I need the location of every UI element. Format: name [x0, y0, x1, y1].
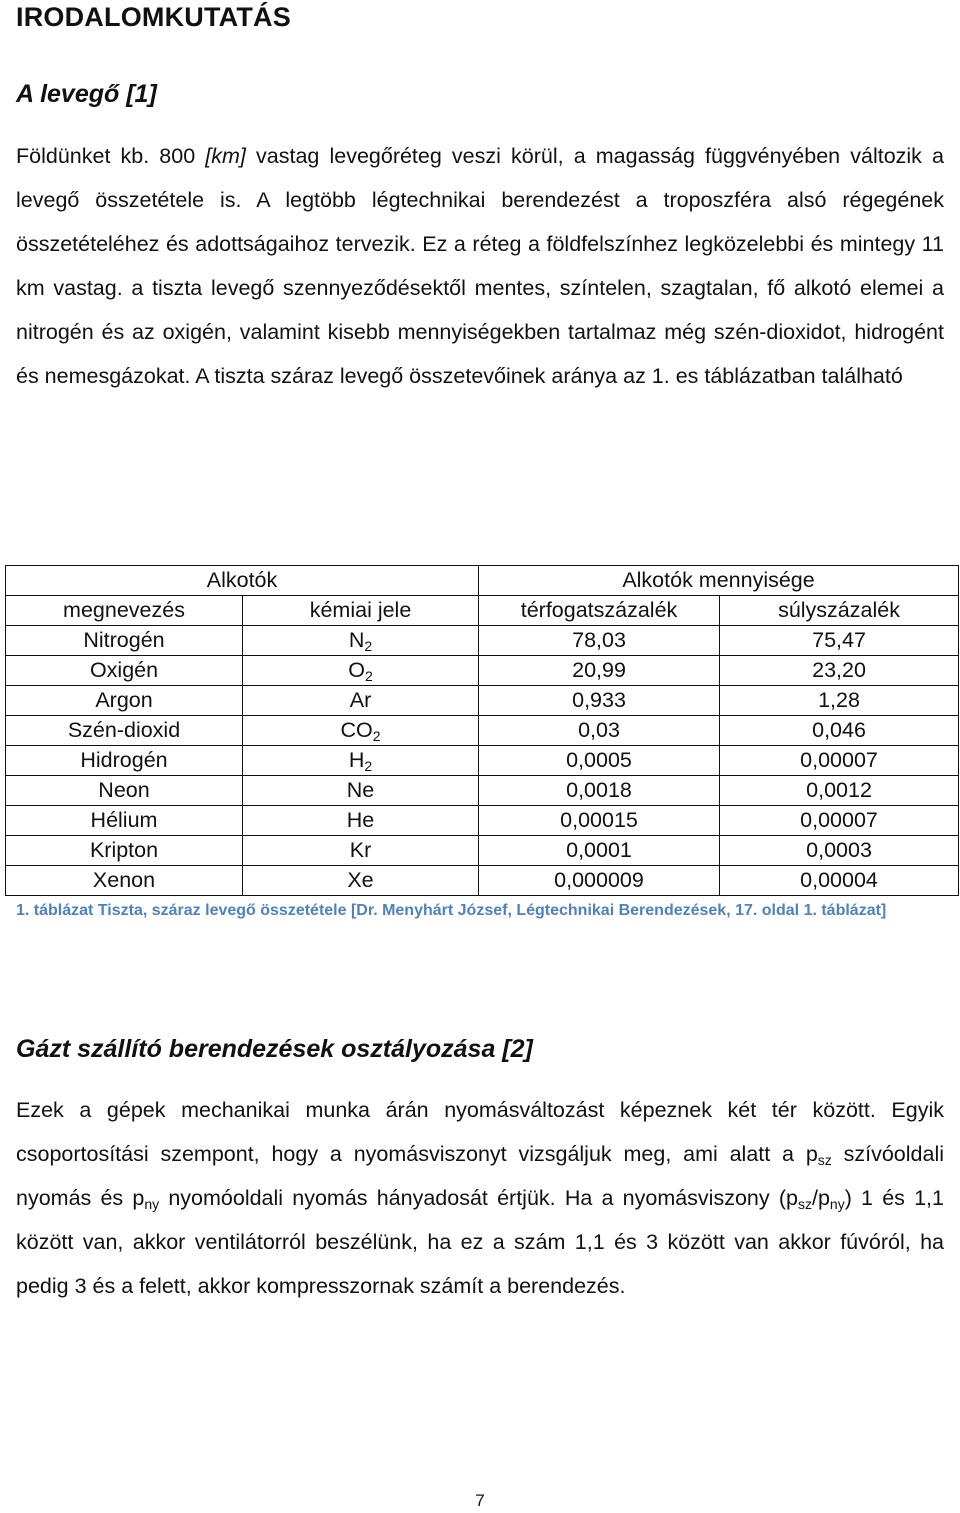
cell-mass-percent: 0,00007: [720, 746, 959, 776]
paragraph-air-text-a: Földünket kb. 800: [16, 144, 206, 168]
column-header-name: megnevezés: [6, 596, 243, 626]
cell-name: Neon: [6, 776, 243, 806]
cell-mass-percent: 1,28: [720, 686, 959, 716]
cell-symbol: Xe: [243, 866, 479, 896]
table-row: [6, 656, 959, 686]
cell-volume-percent: 0,933: [479, 686, 720, 716]
table-row: [6, 746, 959, 776]
composition-table-wrapper: [5, 565, 958, 896]
cell-mass-percent: 0,00007: [720, 806, 959, 836]
table-group-header-row: [6, 566, 959, 596]
cell-symbol: Ar: [243, 686, 479, 716]
table-row: [6, 806, 959, 836]
cell-volume-percent: 0,0005: [479, 746, 720, 776]
cell-mass-percent: 75,47: [720, 626, 959, 656]
table-row: [6, 776, 959, 806]
table-caption: 1. táblázat Tiszta, száraz levegő összetétele [Dr. Menyhárt József, Légtechnikai Berendezések, 17. oldal 1. táblázat]: [16, 902, 887, 919]
cell-name: Oxigén: [6, 656, 243, 686]
table-row: [6, 716, 959, 746]
cell-mass-percent: 0,0012: [720, 776, 959, 806]
cell-volume-percent: 0,03: [479, 716, 720, 746]
section-heading-gas-machines: Gázt szállító berendezések osztályozása [2]: [16, 1035, 533, 1063]
document-title: IRODALOMKUTATÁS: [16, 2, 291, 32]
cell-symbol: Ne: [243, 776, 479, 806]
table-column-header-row: [6, 596, 959, 626]
cell-volume-percent: 0,000009: [479, 866, 720, 896]
cell-volume-percent: 0,0001: [479, 836, 720, 866]
page-number: 7: [475, 1491, 485, 1510]
cell-mass-percent: 0,046: [720, 716, 959, 746]
cell-volume-percent: 20,99: [479, 656, 720, 686]
cell-symbol: He: [243, 806, 479, 836]
cell-volume-percent: 0,0018: [479, 776, 720, 806]
group-header-quantities: Alkotók mennyisége: [479, 566, 959, 596]
paragraph-air: [16, 134, 944, 398]
paragraph-air-text-b: vastag levegőréteg veszi körül, a magasság függvényében változik a levegő összetétele is. A legtöbb légtechnikai berendezést a troposzféra alsó régegének összetételéhez és adottságaihoz tervezik. Ez a réteg a földfelszínhez legközelebbi és mintegy 11 km vastag. a tiszta levegő szennyeződésektől mentes, színtelen, szagtalan, fő alkotó elemei a nitrogén és az oxigén, valamint kisebb mennyiségekben tartalmaz még szén-dioxidot, hidrogént és nemesgázokat. A tiszta száraz levegő összetevőinek aránya az 1. es táblázatban található: [16, 144, 944, 388]
cell-name: Nitrogén: [6, 626, 243, 656]
cell-name: Hélium: [6, 806, 243, 836]
table-row: [6, 836, 959, 866]
column-header-mass-percent: súlyszázalék: [720, 596, 959, 626]
column-header-volume-percent: térfogatszázalék: [479, 596, 720, 626]
cell-volume-percent: 78,03: [479, 626, 720, 656]
air-composition-table: [5, 565, 959, 896]
cell-name: Argon: [6, 686, 243, 716]
table-row: [6, 626, 959, 656]
cell-name: Hidrogén: [6, 746, 243, 776]
cell-mass-percent: 23,20: [720, 656, 959, 686]
cell-name: Szén-dioxid: [6, 716, 243, 746]
section-heading-air: A levegő [1]: [16, 80, 157, 108]
column-header-symbol: kémiai jele: [243, 596, 479, 626]
paragraph-gas-machines: Ezek a gépek mechanikai munka árán nyomásváltozást képeznek két tér között. Egyik csoportosítási szempont, hogy a nyomásviszonyt vizsgáljuk meg, ami alatt a $p_{sz}$ szívóoldali nyomás és $p_{ny}$ nyomóoldali nyomás hányadosát értjük. Ha a nyomásviszony $(p_{sz}/p_{ny})$ 1 és 1,1 között van, akkor ventilátorról beszélünk, ha ez a szám 1,1 és 3 között van akkor fúvóról, ha pedig 3 és a felett, akkor kompresszornak számít a berendezés.: [16, 1098, 945, 1298]
cell-name: Xenon: [6, 866, 243, 896]
cell-mass-percent: 0,00004: [720, 866, 959, 896]
table-row: [6, 686, 959, 716]
group-header-components: Alkotók: [6, 566, 479, 596]
cell-symbol: $CO_2$: [243, 716, 479, 746]
unit-km: [km]: [205, 144, 246, 168]
cell-symbol: $O_2$: [243, 656, 479, 686]
cell-name: Kripton: [6, 836, 243, 866]
cell-symbol: $N_2$: [243, 626, 479, 656]
cell-volume-percent: 0,00015: [479, 806, 720, 836]
cell-mass-percent: 0,0003: [720, 836, 959, 866]
cell-symbol: $H_2$: [243, 746, 479, 776]
table-row: [6, 866, 959, 896]
cell-symbol: Kr: [243, 836, 479, 866]
